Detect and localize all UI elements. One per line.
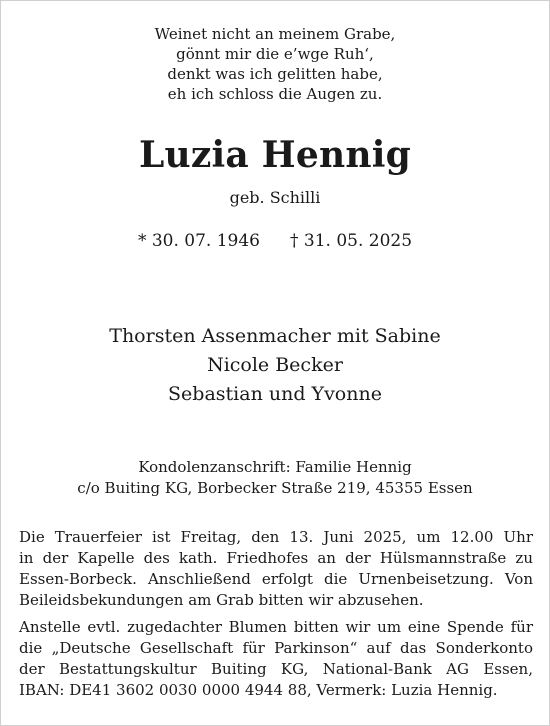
poem-line: Weinet nicht an meinem Grabe, (154, 25, 396, 43)
paragraph-line: IBAN: DE41 3602 0030 0000 4944 88, Vermerk: Luzia Hennig. (19, 681, 498, 699)
address-line: c/o Buiting KG, Borbecker Straße 219, 45355 Essen (77, 479, 473, 497)
donation-notice (19, 617, 533, 701)
paragraph-line: Beileidsbekundungen am Grab bitten wir abzusehen. (19, 591, 424, 609)
paragraph-line: Essen-Borbeck. Anschließend erfolgt die Urnenbeisetzung. Von (19, 570, 533, 588)
deceased-name: Luzia Hennig (139, 134, 411, 176)
birth-name: geb. Schilli (229, 188, 321, 207)
paragraph-line: Die Trauerfeier ist Freitag, den 13. Juni 2025, um 12.00 Uhr (19, 528, 533, 546)
poem-line: eh ich schloss die Augen zu. (167, 85, 383, 103)
paragraph-line: in der Kapelle des kath. Friedhofes an der Hülsmannstraße zu (19, 549, 533, 567)
birth-date: * 30. 07. 1946 (137, 231, 260, 251)
poem-line: denkt was ich gelitten habe, (167, 65, 383, 83)
family-line: Sebastian und Yvonne (168, 383, 382, 405)
memorial-poem (1, 24, 549, 104)
family-line: Nicole Becker (207, 354, 343, 376)
paragraph-line: die „Deutsche Gesellschaft für Parkinson“ auf das Sonderkonto (19, 639, 533, 657)
life-dates (1, 229, 549, 253)
condolence-address (1, 457, 549, 499)
family-line: Thorsten Assenmacher mit Sabine (109, 325, 441, 347)
address-line: Kondolenzanschrift: Familie Hennig (138, 458, 412, 476)
ceremony-notice (19, 527, 533, 611)
paragraph-line: Anstelle evtl. zugedachter Blumen bitten wir um eine Spende für (19, 618, 533, 636)
mourning-family (1, 322, 549, 409)
poem-line: gönnt mir die e’wge Ruh‘, (176, 45, 374, 63)
paragraph-line: der Bestattungskultur Buiting KG, National-Bank AG Essen, (19, 660, 533, 678)
death-date: † 31. 05. 2025 (290, 231, 413, 251)
